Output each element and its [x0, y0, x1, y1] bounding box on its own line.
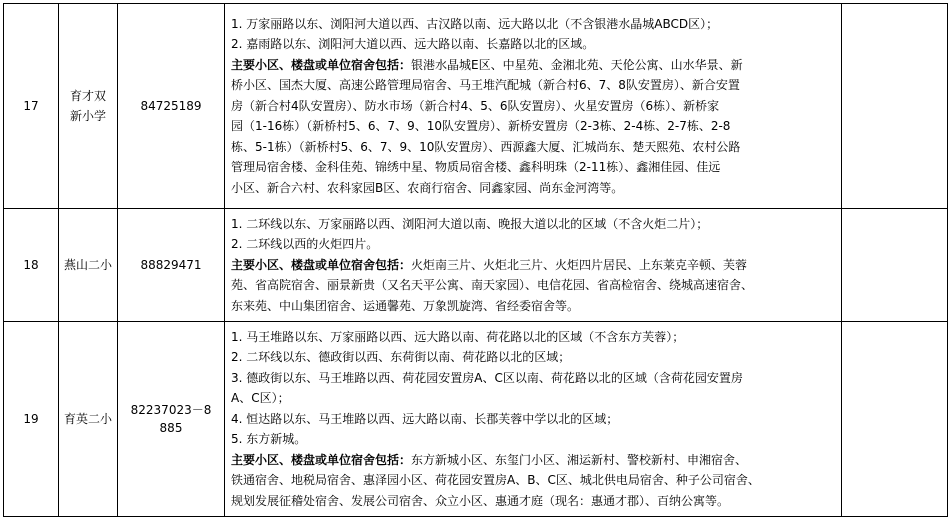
district-line	[231, 55, 841, 76]
district-line	[231, 450, 841, 471]
school-name: 育英二小	[59, 322, 118, 517]
district-line: 1. 万家丽路以东、浏阳河大道以西、古汉路以南、远大路以北（不含银港水晶城ABCD区）；	[231, 16, 719, 31]
district-line: 4. 恒达路以东、马王堆路以西、远大路以南、长郡芙蓉中学以北的区域；	[231, 411, 619, 426]
school-phone	[118, 322, 225, 517]
main-line: 规划发展征稽处宿舍、发展公司宿舍、众立小区、惠通才庭（现名：惠通才郡）、百纳公寓等。	[231, 493, 730, 508]
table-row	[4, 209, 948, 322]
main-label: 主要小区、楼盘或单位宿舍包括：	[231, 452, 412, 467]
school-phone: 88829471	[118, 209, 225, 322]
school-district-table	[3, 3, 948, 517]
empty-cell	[842, 209, 948, 322]
main-line: 栋、5-1栋）（新桥村5、6、7、9、10队安置房）、西源鑫大厦、汇城尚东、楚天熙苑、农村公路	[231, 139, 741, 154]
main-line: 小区、新合六村、农科家园B区、农商行宿舍、同鑫家园、尚东金河湾等。	[231, 180, 624, 195]
main-label: 主要小区、楼盘或单位宿舍包括：	[231, 57, 412, 72]
main-text: 火炬南三片、火炬北三片、火炬四片居民、上东莱克辛顿、芙蓉	[411, 257, 748, 272]
school-name	[59, 4, 118, 209]
row-number: 18	[4, 209, 59, 322]
district-line: 2. 嘉雨路以东、浏阳河大道以西、远大路以南、长嘉路以北的区域。	[231, 37, 595, 52]
district-description	[225, 4, 842, 209]
main-line: 桥小区、国杰大厦、高速公路管理局宿舍、马王堆汽配城（新合村6、7、8队安置房）、新合安置	[231, 78, 740, 93]
main-line: 苑、省高院宿舍、丽景新贵（又名天平公寓、南天家园）、电信花园、省高检宿舍、绕城高速宿舍、	[231, 278, 754, 293]
school-name: 燕山二小	[59, 209, 118, 322]
district-line: 2. 二环线以东、德政街以西、东荷街以南、荷花路以北的区域；	[231, 350, 571, 365]
main-line: 园（1-16栋）（新桥村5、6、7、9、10队安置房）、新桥安置房（2-3栋、2-4栋、2-7栋、2-8	[231, 119, 731, 134]
district-line: A、C区）；	[231, 391, 290, 406]
table-row	[4, 4, 948, 209]
district-line: 5. 东方新城。	[231, 432, 307, 447]
main-line: 铁通宿舍、地税局宿舍、惠泽园小区、荷花园安置房A、B、C区、城北供电局宿舍、种子公司宿舍、	[231, 473, 760, 488]
row-number: 17	[4, 4, 59, 209]
table-row	[4, 322, 948, 517]
main-line: 房（新合村4队安置房）、防水市场（新合村4、5、6队安置房）、火星安置房（6栋）、新桥家	[231, 98, 720, 113]
main-line: 东来苑、中山集团宿舍、运通馨苑、万象凯旋湾、省经委宿舍等。	[231, 298, 580, 313]
school-phone: 84725189	[118, 4, 225, 209]
empty-cell	[842, 4, 948, 209]
row-number: 19	[4, 322, 59, 517]
district-line: 3. 德政街以东、马王堆路以西、荷花园安置房A、C区以南、荷花路以北的区域（含荷花园安置房	[231, 370, 743, 385]
district-line: 2. 二环线以西的火炬四片。	[231, 237, 379, 252]
main-line: 管理局宿舍楼、金科佳苑、锦绣中星、物质局宿舍楼、鑫科明珠（2-11栋）、鑫湘佳园、佳远	[231, 160, 721, 175]
district-line	[231, 255, 841, 276]
district-description	[225, 322, 842, 517]
main-label: 主要小区、楼盘或单位宿舍包括：	[231, 257, 412, 272]
district-line: 1. 马王堆路以东、万家丽路以西、远大路以南、荷花路以北的区域（不含东方芙蓉）；	[231, 329, 685, 344]
school-name-text: 育才双新小学	[69, 89, 106, 123]
district-line: 1. 二环线以东、万家丽路以西、浏阳河大道以南、晚报大道以北的区域（不含火炬二片）；	[231, 216, 709, 231]
school-phone-text: 82237023－8885	[130, 403, 212, 435]
main-text: 东方新城小区、东玺门小区、湘运新村、警校新村、申湘宿舍、	[411, 452, 748, 467]
main-text: 银港水晶城E区、中星苑、金湘北苑、天伦公寓、山水华景、新	[411, 57, 743, 72]
district-description	[225, 209, 842, 322]
empty-cell	[842, 322, 948, 517]
